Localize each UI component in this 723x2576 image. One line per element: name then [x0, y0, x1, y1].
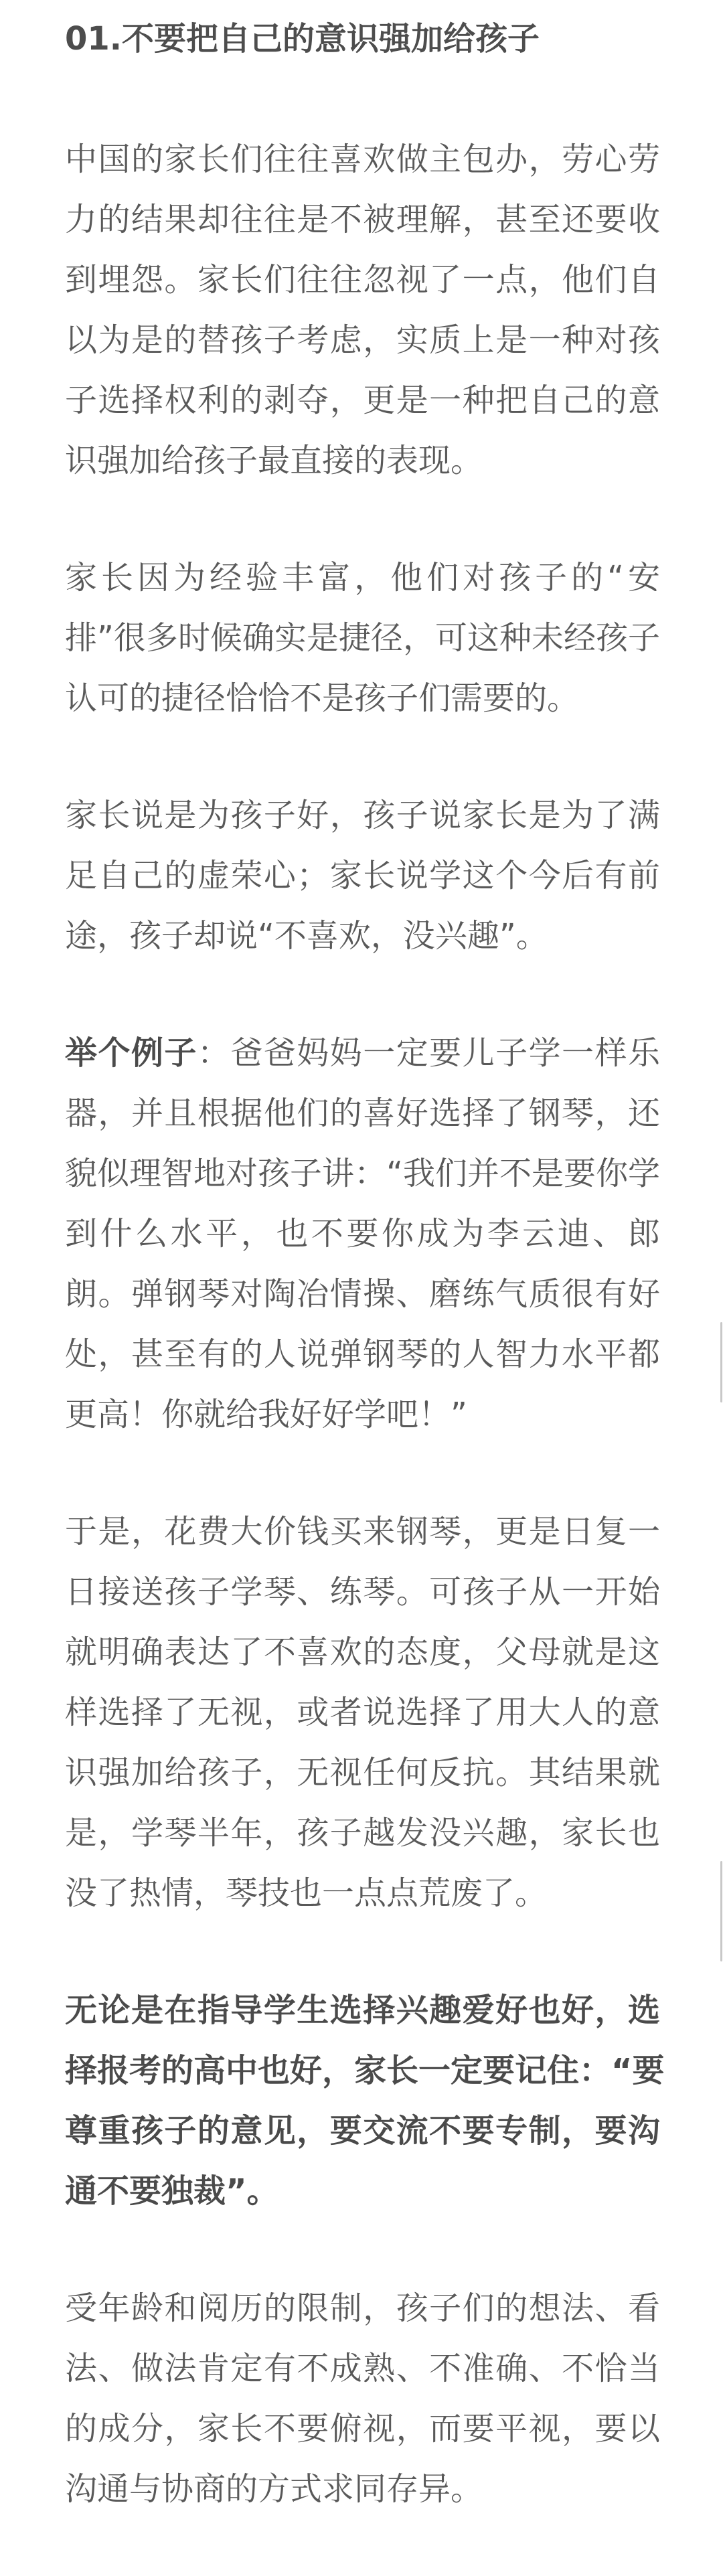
paragraph-line: 识强加给孩子最直接的表现。	[65, 442, 483, 479]
paragraph-line: 识强加给孩子，无视任何反抗。其结果就	[65, 1754, 660, 1791]
paragraph	[65, 1980, 665, 2221]
paragraph-line: 尊重孩子的意见，要交流不要专制，要沟	[65, 2112, 660, 2150]
paragraph-line: 器，并且根据他们的喜好选择了钢琴，还	[65, 1095, 660, 1132]
paragraph-line	[65, 1023, 660, 1083]
paragraph-lead: 举个例子	[65, 1034, 197, 1072]
article	[65, 9, 665, 2576]
paragraph-line-text: ：爸爸妈妈一定要儿子学一样乐	[197, 1034, 660, 1072]
paragraph	[65, 2278, 660, 2519]
scrollbar-thumb[interactable]	[720, 1861, 722, 1961]
paragraph-line: 无论是在指导学生选择兴趣爱好也好，选	[65, 1992, 660, 2029]
paragraph-line: 途，孩子却说“不喜欢，没兴趣”。	[65, 917, 548, 955]
paragraph-line: 没了热情，琴技也一点点荒废了。	[65, 1874, 548, 1912]
scrollbar-thumb[interactable]	[720, 1322, 722, 1402]
paragraph-line: 子选择权利的剥夺，更是一种把自己的意	[65, 382, 660, 419]
paragraph-line: 到什么水平，也不要你成为李云迪、郎	[65, 1215, 660, 1253]
paragraph-line: 更高！你就给我好好学吧！”	[65, 1396, 467, 1433]
paragraph-line: 力的结果却往往是不被理解，甚至还要收	[65, 201, 660, 238]
paragraph-line: 处，甚至有的人说弹钢琴的人智力水平都	[65, 1336, 660, 1373]
paragraph-line: 认可的捷径恰恰不是孩子们需要的。	[65, 679, 580, 717]
paragraph-line: 沟通与协商的方式求同存异。	[65, 2470, 483, 2508]
paragraph-line: 择报考的高中也好，家长一定要记住：“要	[65, 2052, 665, 2089]
paragraph-line: 是，学琴半年，孩子越发没兴趣，家长也	[65, 1814, 660, 1852]
paragraph-line: 中国的家长们往往喜欢做主包办，劳心劳	[65, 141, 660, 178]
paragraph-line: 就明确表达了不喜欢的态度，父母就是这	[65, 1633, 660, 1671]
article-section-title: 01.不要把自己的意识强加给孩子	[65, 20, 540, 58]
paragraph-line: 朗。弹钢琴对陶冶情操、磨练气质很有好	[65, 1275, 660, 1313]
paragraph-line: 貌似理智地对孩子讲：“我们并不是要你学	[65, 1155, 660, 1192]
paragraph	[65, 548, 660, 728]
paragraph	[65, 1502, 660, 1923]
paragraph-line: 受年龄和阅历的限制，孩子们的想法、看	[65, 2289, 660, 2327]
paragraph	[65, 1023, 660, 1445]
paragraph-line: 家长因为经验丰富，他们对孩子的“安	[65, 559, 660, 596]
paragraph-line: 以为是的替孩子考虑，实质上是一种对孩	[65, 321, 660, 359]
paragraph-line: 日接送孩子学琴、练琴。可孩子从一开始	[65, 1573, 660, 1611]
paragraph-line: 足自己的虚荣心；家长说学这个今后有前	[65, 857, 660, 894]
paragraph-line: 排”很多时候确实是捷径，可这种未经孩子	[65, 619, 660, 657]
paragraph-line: 于是，花费大价钱买来钢琴，更是日复一	[65, 1513, 660, 1550]
paragraph-line: 的成分，家长不要俯视，而要平视，要以	[65, 2410, 660, 2447]
article-body	[65, 129, 665, 2519]
paragraph-line: 法、做法肯定有不成熟、不准确、不恰当	[65, 2350, 660, 2387]
paragraph-line: 家长说是为孩子好，孩子说家长是为了满	[65, 797, 660, 834]
paragraph-line: 通不要独裁”。	[65, 2172, 279, 2210]
paragraph	[65, 129, 660, 491]
paragraph	[65, 785, 660, 966]
paragraph-line: 到埋怨。家长们往往忽视了一点，他们自	[65, 261, 660, 299]
paragraph-line: 样选择了无视，或者说选择了用大人的意	[65, 1694, 660, 1731]
